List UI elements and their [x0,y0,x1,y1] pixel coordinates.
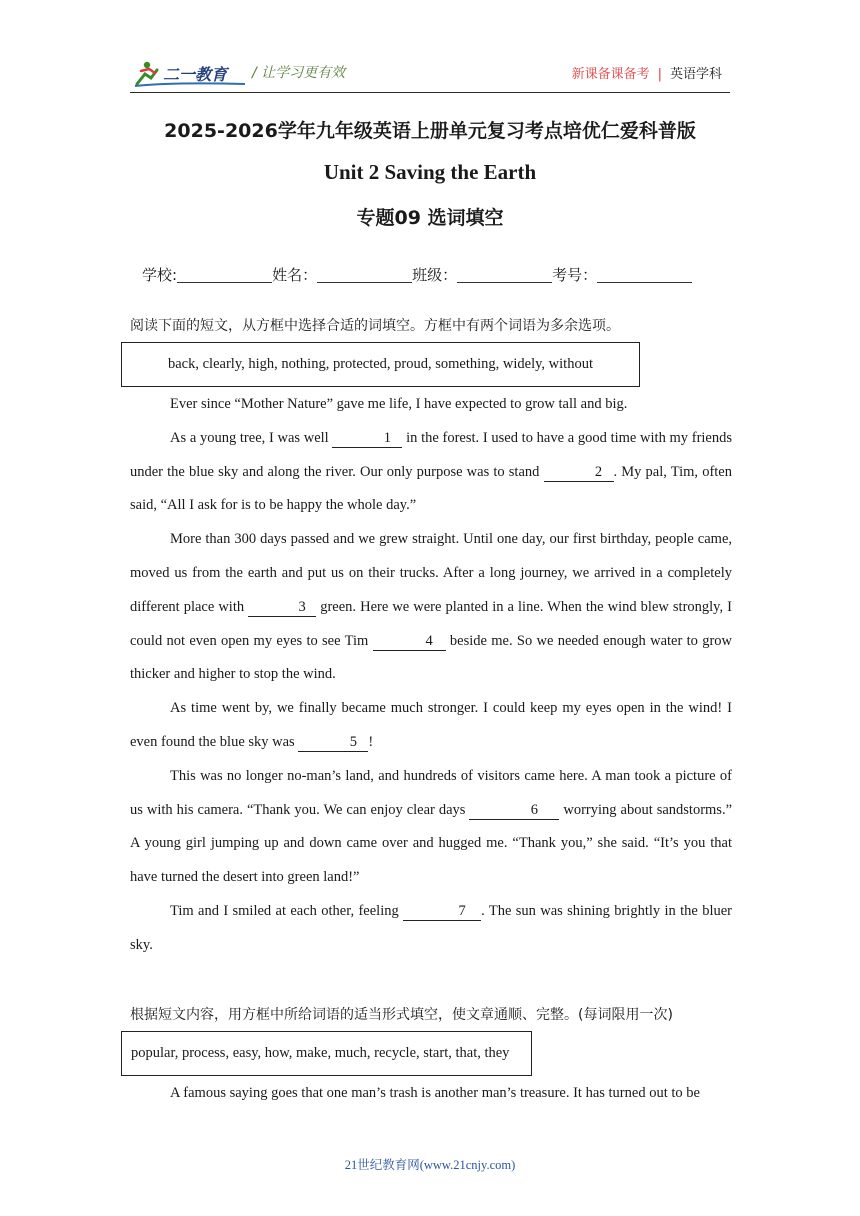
exam-number-label: 考号： [552,266,598,284]
slogan: / 让学习更有效 [252,65,346,81]
header-label: 新课备课备考 [571,67,650,82]
paragraph [130,895,732,963]
school-blank [177,266,272,283]
text: green. Here we were planted in a line. When the wind blew strongly, I could not even open my eyes to see Tim [130,598,732,649]
section2-instruction: 根据短文内容，用方框中所给词语的适当形式填空，使文章通顺、完整。(每词限用一次) [130,1007,673,1023]
section1-passage [130,388,732,963]
footer-source: 21世纪教育网(www.21cnjy.com) [344,1158,516,1172]
topic-title: 专题09 选词填空 [356,207,504,229]
text: worrying about sandstorms.” A young girl jumping up and down came over and hugged me. “Thank you,” she said. “It’s you that have turned the desert into green land!” [130,801,733,886]
text: As time went by, we finally became much stronger. I could keep my eyes open in the wind! I even found the blue sky was [130,700,732,750]
text: This was no longer no-man’s land, and hundreds of visitors came here. A man took a picture of us with his camera. “Thank you. We can enjoy clear days [130,767,732,818]
paragraph [130,388,732,422]
header-divider [130,92,730,93]
header-separator: | [657,67,662,82]
blank-4[interactable]: 4 [373,632,446,651]
paragraph [130,760,732,895]
text: . My pal, Tim, often said, “All I ask for is to be happy the whole day.” [130,463,732,514]
section2-passage [130,1077,732,1111]
section1-word-box: back, clearly, high, nothing, protected, proud, something, widely, without [121,342,640,387]
logo-text: 二一教育 [163,65,228,84]
unit-title: Unit 2 Saving the Earth [323,160,537,184]
text: in the forest. I used to have a good time with my friends under the blue sky and along the river. Our only purpose was to stand [130,429,733,480]
paragraph [130,523,732,692]
paragraph: A famous saying goes that one man’s trash is another man’s treasure. It has turned out to be [170,1085,700,1101]
header-right [572,63,722,82]
exam-number-blank [597,266,692,283]
blank-3[interactable]: 3 [248,598,316,617]
blank-2[interactable]: 2 [544,463,614,482]
blank-6[interactable]: 6 [469,801,559,820]
text: beside me. So we needed enough water to grow thicker and higher to stop the wind. [130,632,732,683]
brand-logo [133,58,263,88]
text: As a young tree, I was well [170,429,333,446]
class-label: 班级： [412,266,458,284]
name-label: 姓名： [272,266,318,284]
class-blank [457,266,552,283]
text: Tim and I smiled at each other, feeling [170,902,404,919]
text: Ever since “Mother Nature” gave me life, I have expected to grow tall and big. [170,396,628,412]
blank-1[interactable]: 1 [332,429,402,448]
student-info-row [142,264,692,285]
text: ! [368,733,374,750]
text: More than 300 days passed and we grew straight. Until one day, our first birthday, people came, moved us from the earth and put us on their trucks. After a long journey, we arrived in a completely different place with [130,531,732,615]
main-title: 2025-2026学年九年级英语上册单元复习考点培优仁爱科普版 [164,120,696,142]
section1-instruction: 阅读下面的短文，从方框中选择合适的词填空。方框中有两个词语为多余选项。 [130,318,620,334]
blank-5[interactable]: 5 [298,733,368,752]
section2-word-box: popular, process, easy, how, make, much, recycle, start, that, they [121,1031,532,1076]
paragraph [130,422,732,523]
school-label: 学校: [142,266,178,284]
header-subject: 英语学科 [669,67,722,82]
blank-7[interactable]: 7 [403,902,481,921]
paragraph [130,692,732,760]
text: . The sun was shining brightly in the bluer sky. [130,902,733,953]
name-blank [317,266,412,283]
